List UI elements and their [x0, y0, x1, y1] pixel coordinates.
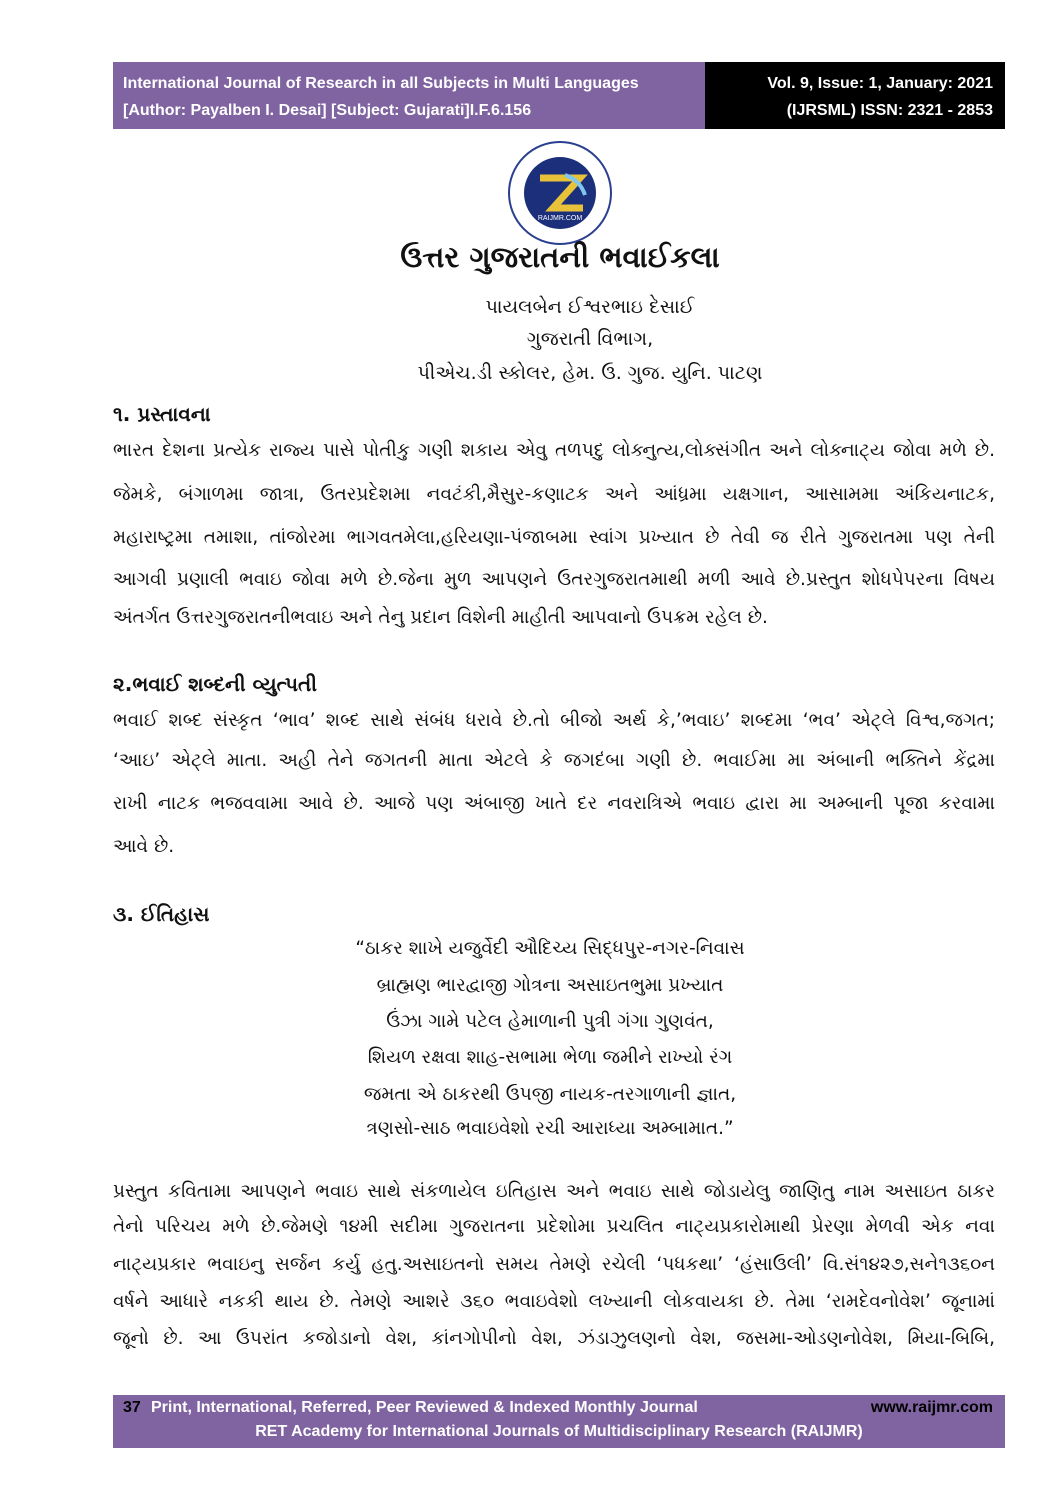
poem-line: શિયળ રક્ષવા શાહ-સભામા ભેળા જમીને રાખ્યો રંગ	[367, 1047, 733, 1068]
paragraph-line: ‘આઇ’ એટ્લે માતા. અહી તેને જગતની માતા એટલે કે જગદંબા ગણી છે. ભવાઈમા મા અંબાની ભક્તિને કેંદ્રમા	[113, 750, 995, 771]
paragraph-line: અંતર્ગત ઉત્તરગુજરાતનીભવાઇ અને તેનુ પ્રદાન વિશેની માહીતી આપવાનો ઉપક્રમ રહેલ છે.	[113, 607, 768, 628]
paragraph-line: આવે છે.	[113, 836, 175, 857]
poem-line: “ઠાકર શાખે યજુર્વેદી ઔદિચ્ય સિદ્ધપુર-નગર-નિવાસ	[355, 938, 745, 959]
section-heading: ૩. ઈતિહાસ	[113, 902, 210, 926]
paragraph-line: પ્રસ્તુત કવિતામા આપણને ભવાઇ સાથે સંકળાયેલ ઇતિહાસ અને ભવાઇ સાથે જોડાયેલુ જાણિતુ નામ અસાઇત ઠાકર	[113, 1181, 995, 1202]
footer-publisher: RET Academy for International Journals of Multidisciplinary Research (RAIJMR)	[255, 1423, 863, 1440]
page-footer	[113, 1395, 1005, 1448]
footer-website-link[interactable]: www.raijmr.com	[870, 1399, 993, 1416]
volume-info: Vol. 9, Issue: 1, January: 2021	[767, 75, 993, 92]
author-name: પાયલબેન ઈશ્વરભાઇ દેસાઈ	[485, 296, 695, 318]
footer-journal-type: Print, International, Referred, Peer Reviewed & Indexed Monthly Journal	[151, 1399, 698, 1416]
article-title: ઉત્તર ગુજરાતની ભવાઈકલા	[400, 240, 720, 274]
paragraph-line: વર્ષને આધારે નકકી થાય છે. તેમણે આશરે ૩૬૦ ભવાઇવેશો લખ્યાની લોકવાયકા છે. તેમા ‘રામદેવનોવેશ’ જૂનામાં	[113, 1291, 995, 1312]
author-department: ગુજરાતી વિભાગ,	[526, 328, 654, 350]
poem-line: બ્રાહ્મણ ભારદ્વાજી ગોત્રના અસાઇતભુમા પ્રખ્યાત	[376, 975, 724, 996]
page-number: 37	[123, 1399, 141, 1416]
paragraph-line: જેમકે, બંગાળમા જાત્રા, ઉતરપ્રદેશમા નવટંકી,મૈસુર-કણાટક અને આંધ્રમા યક્ષગાન, આસામમા અંકિયનાટક,	[113, 484, 995, 505]
paragraph-line: તેનો પરિચય મળે છે.જેમણે ૧૪મી સદીમા ગુજરાતના પ્રદેશોમા પ્રચલિત નાટ્યપ્રકારોમાથી પ્રેરણા મેળવી એક નવા	[113, 1216, 995, 1237]
author-subject: [Author: Payalben I. Desai] [Subject: Gujarati]I.F.6.156	[123, 102, 532, 119]
paragraph-line: નાટ્યપ્રકાર ભવાઇનુ સર્જન કર્યુ હતુ.અસાઇતનો સમય તેમણે રચેલી ‘પધકથા’ ‘હંસાઉલી’ વિ.સં૧૪૨૭,સને૧૩૬૦ન	[113, 1254, 995, 1275]
journal-header	[113, 62, 705, 129]
paragraph-line: ભારત દેશના પ્રત્યેક રાજ્ય પાસે પોતીકુ ગણી શકાય એવુ તળપદુ લોક્નુત્ય,લોક્સંગીત અને લોક્નાટ્ય જોવા મળે છે.	[113, 440, 995, 461]
journal-logo	[505, 140, 615, 246]
journal-title: International Journal of Research in all Subjects in Multi Languages	[123, 75, 639, 92]
issue-header	[705, 62, 1005, 129]
section-heading: ૧. પ્રસ્તાવના	[113, 402, 211, 426]
poem-line: ઉંઝા ગામે પટેલ હેમાળાની પુત્રી ગંગા ગુણવંત,	[386, 1011, 714, 1032]
issn-info: (IJRSML) ISSN: 2321 - 2853	[786, 102, 993, 119]
paragraph-line: આગવી પ્રણાલી ભવાઇ જોવા મળે છે.જેના મુળ આપણને ઉતરગુજરાતમાથી મળી આવે છે.પ્રસ્તુત શોધપેપરના વિષય	[113, 569, 995, 590]
poem-line: જમતા એ ઠાકરથી ઉપજી નાયક-તરગાળાની જ્ઞાત,	[363, 1084, 737, 1105]
author-affiliation: પીએચ.ડી સ્કોલર, હેમ. ઉ. ગુજ. યુનિ. પાટણ	[417, 362, 763, 384]
svg-text:RAIJMR.COM: RAIJMR.COM	[537, 215, 583, 222]
paragraph-line: રાખી નાટક ભજવવામા આવે છે. આજે પણ અંબાજી ખાતે દર નવરાત્રિએ ભવાઇ દ્વારા મા અમ્બાની પૂજા કરવામા	[113, 793, 995, 814]
paragraph-line: જૂનો છે. આ ઉપરાંત કજોડાનો વેશ, કાંનગોપીનો વેશ, ઝંડાઝુલણનો વેશ, જસમા-ઓડણનોવેશ, મિયા-બિબિ,	[113, 1328, 995, 1349]
poem-line: ત્રણસો-સાઠ ભવાઇવેશો રચી આરાધ્યા અમ્બામાત.”	[366, 1118, 734, 1139]
paragraph-line: ભવાઈ શબ્દ સંસ્કૃત ‘ભાવ’ શબ્દ સાથે સંબંધ ધરાવે છે.તો બીજો અર્થ કે,’ભવાઇ’ શબ્દમા ‘ભવ’ એટ્લે વિશ્વ,જગત;	[113, 710, 995, 731]
paragraph-line: મહારાષ્ટ્રમા તમાશા, તાંજોરમા ભાગવતમેલા,હરિયણા-પંજાબમા સ્વાંગ પ્રખ્યાત છે તેવી જ રીતે ગુજરાતમા પણ તેની	[113, 527, 995, 548]
section-heading: ૨.ભવાઈ શબ્દની વ્યુત્પતી	[113, 672, 317, 696]
